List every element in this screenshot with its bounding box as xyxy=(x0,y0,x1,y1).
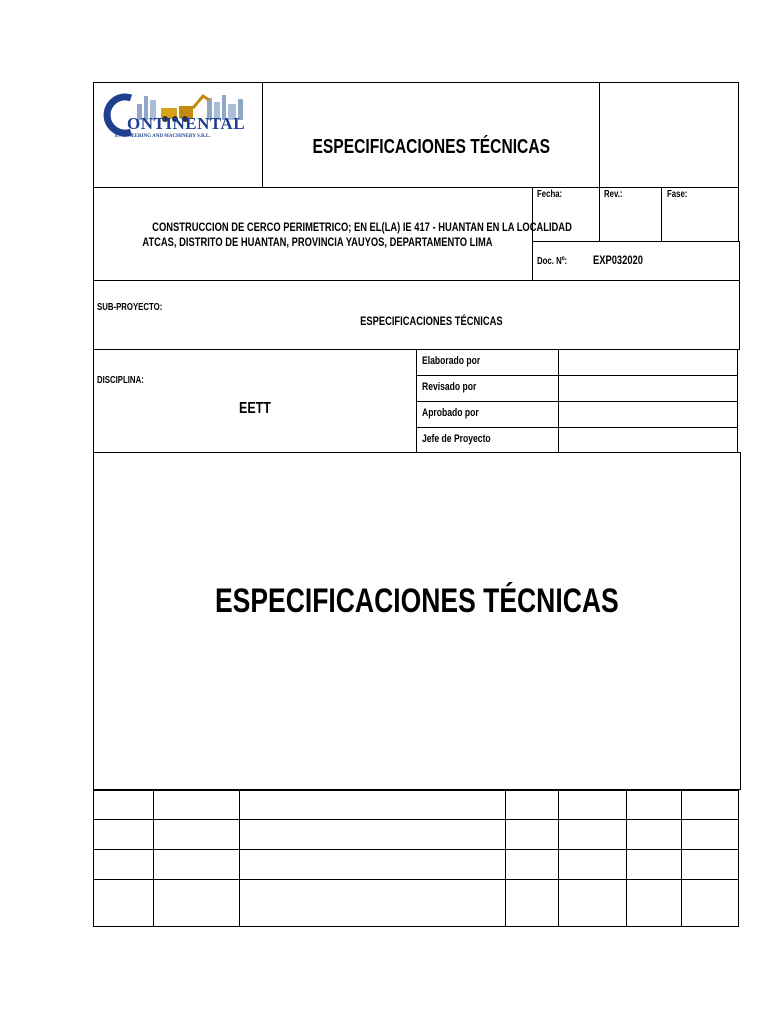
role-value-cell-aprobado[interactable] xyxy=(558,401,738,428)
role-aprobado-label: Aprobado por xyxy=(422,407,479,419)
rev-label: Rev.: xyxy=(604,189,623,200)
discipline-value: EETT xyxy=(239,400,271,417)
fecha-label: Fecha: xyxy=(537,189,563,200)
revision-table xyxy=(93,790,739,927)
main-title xyxy=(93,582,741,621)
logo-subtitle: ENGINEERING AND MACHINERY S.R.L. xyxy=(115,134,211,139)
role-revisado-label: Revisado por xyxy=(422,381,477,393)
role-value-cell-elaborado[interactable] xyxy=(558,349,738,376)
company-logo xyxy=(97,90,257,150)
revision-table-grid xyxy=(93,790,739,927)
role-value-cell-jefe[interactable] xyxy=(558,427,738,453)
fase-label: Fase: xyxy=(667,189,688,200)
role-jefe-label: Jefe de Proyecto xyxy=(422,433,491,445)
discipline-label: DISCIPLINA: xyxy=(97,375,144,386)
doc-number-value: EXP032020 xyxy=(593,253,643,267)
header-title-text: ESPECIFICACIONES TÉCNICAS xyxy=(312,136,550,158)
subproject-label: SUB-PROYECTO: xyxy=(97,302,163,313)
logo-initial xyxy=(97,94,98,95)
header-title xyxy=(262,136,600,159)
doc-number-label: Doc. Nº: xyxy=(537,256,568,267)
main-title-text: ESPECIFICACIONES TÉCNICAS xyxy=(215,582,619,620)
main-title-block xyxy=(93,452,741,790)
project-description-line2: ATCAS, DISTRITO DE HUANTAN, PROVINCIA YAUYOS, DEPARTAMENTO LIMA xyxy=(142,235,493,249)
header-title-cell xyxy=(262,82,600,188)
role-value-cell-revisado[interactable] xyxy=(558,375,738,402)
logo-wordmark xyxy=(127,114,245,134)
logo-text: ONTINENTAL xyxy=(127,114,246,133)
subproject-value: ESPECIFICACIONES TÉCNICAS xyxy=(359,314,503,328)
project-description-line1: CONSTRUCCION DE CERCO PERIMETRICO; EN EL(LA) IE 417 - HUANTAN EN LA LOCALIDAD xyxy=(152,220,572,234)
role-elaborado-label: Elaborado por xyxy=(422,355,481,367)
header-blank-cell xyxy=(599,82,739,188)
